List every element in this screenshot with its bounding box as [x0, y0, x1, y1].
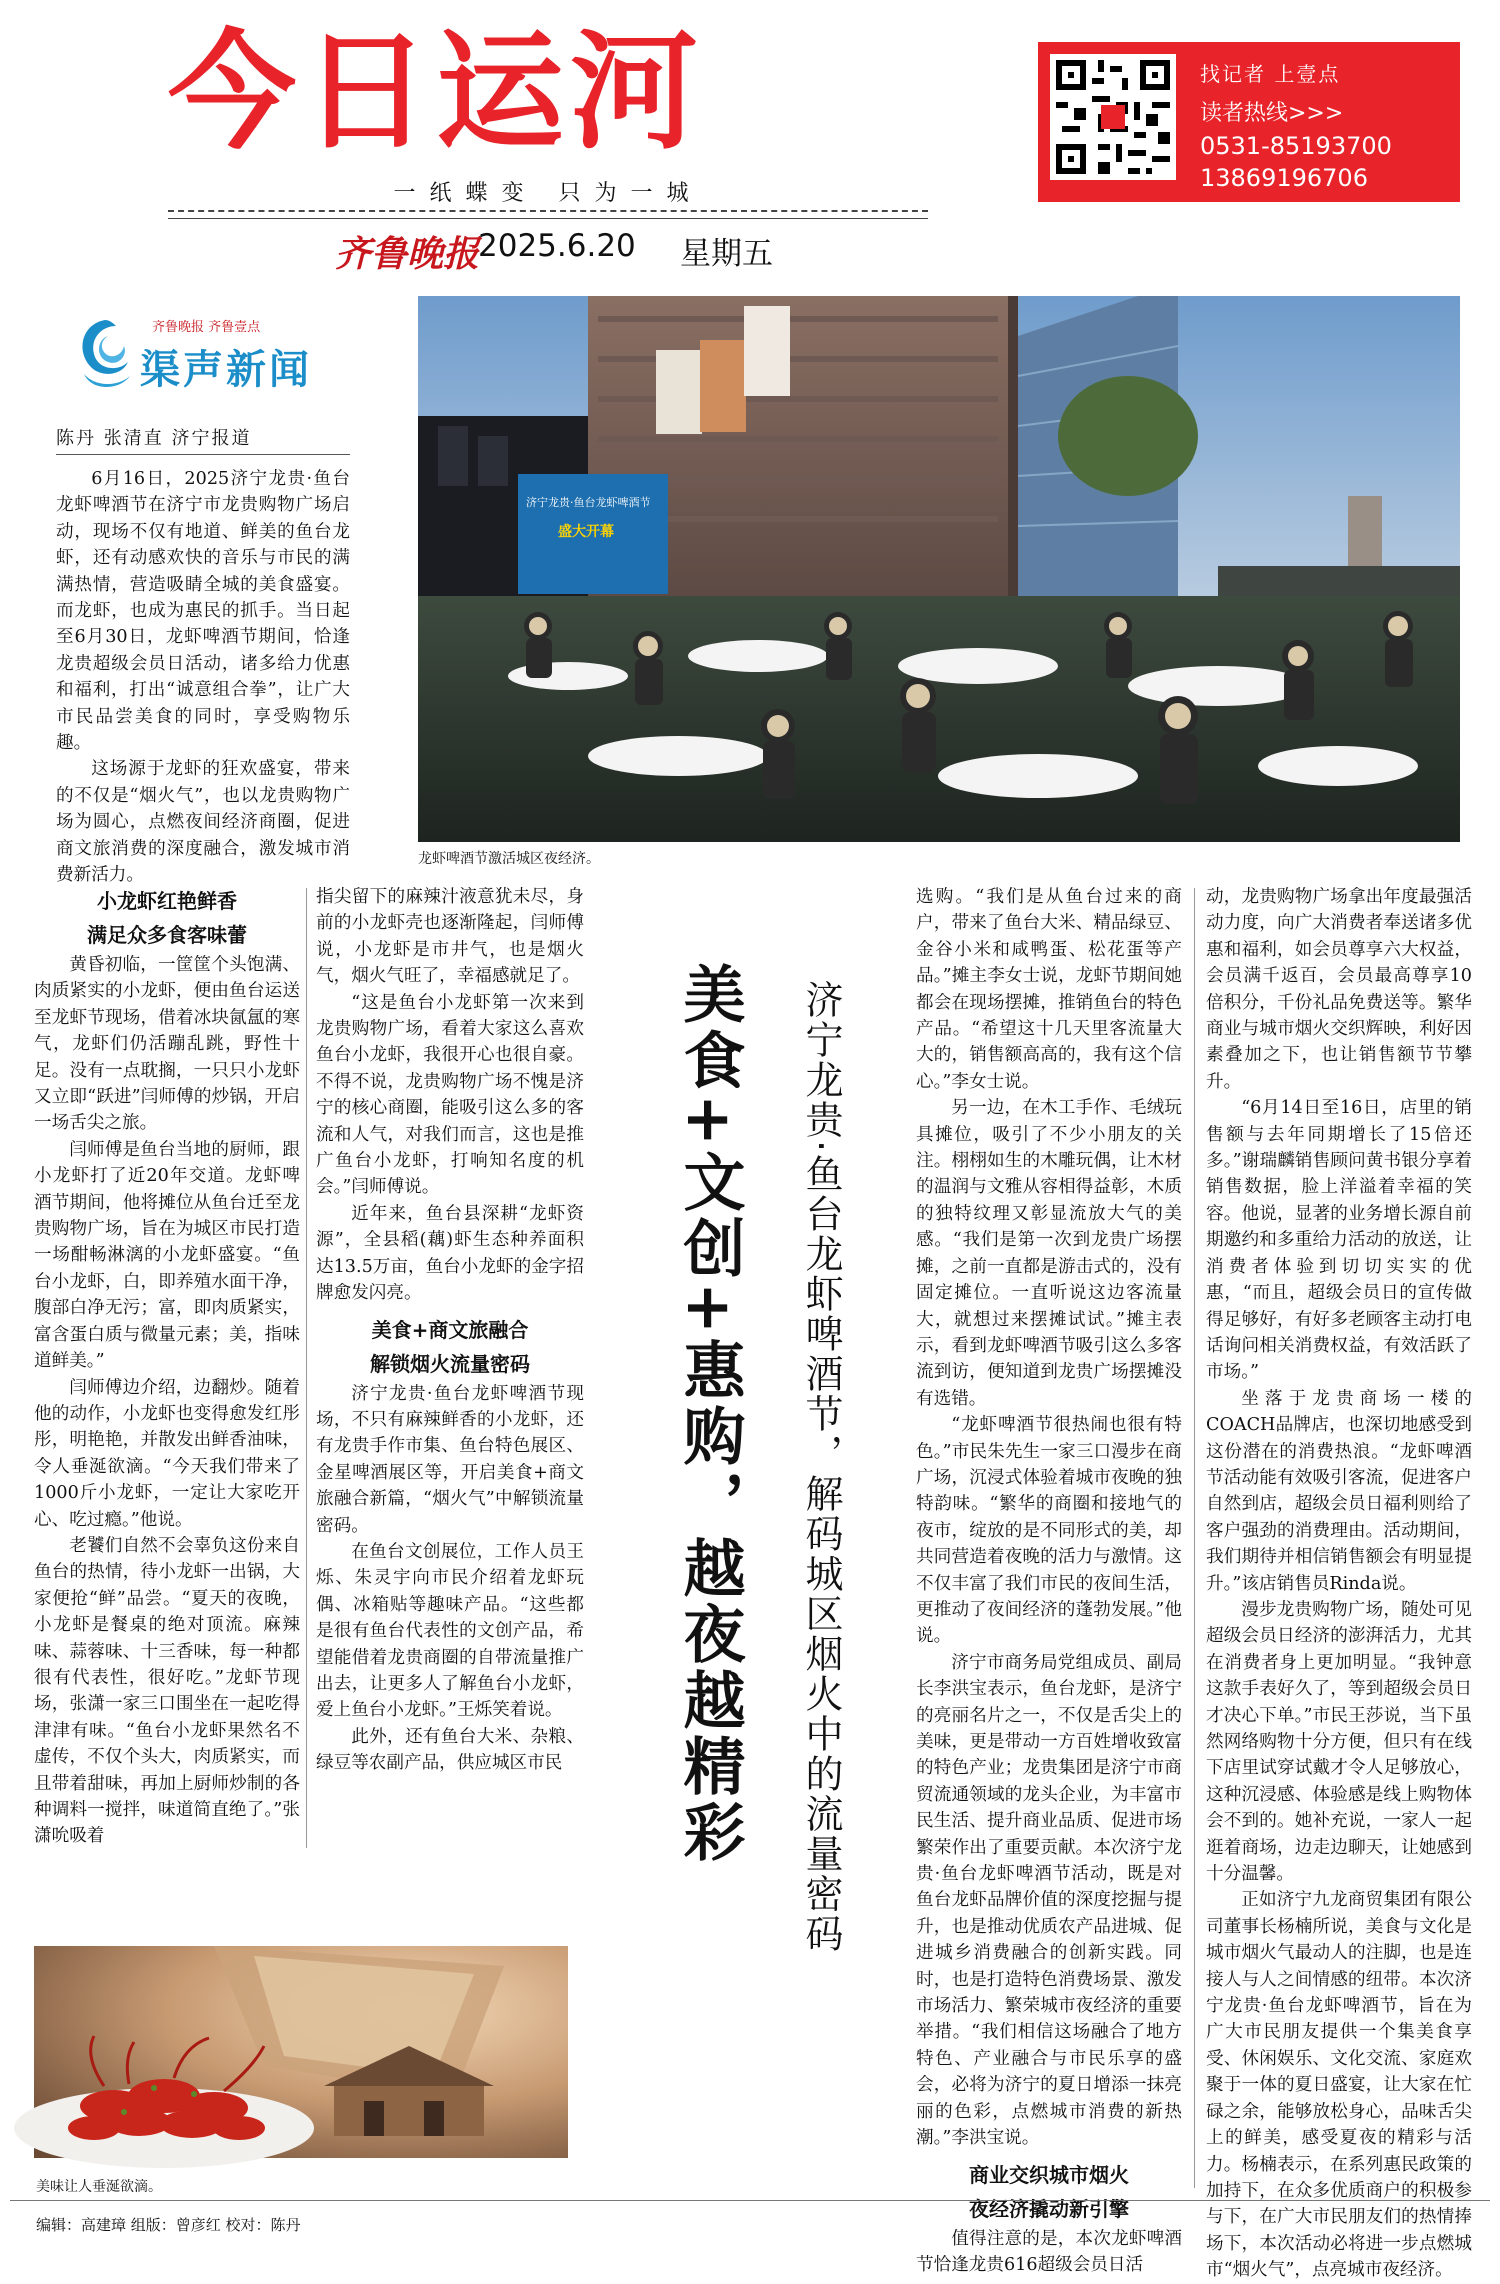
crawfish-dish-photo — [34, 1946, 568, 2158]
photo-caption: 美味让人垂涎欲滴。 — [36, 2179, 162, 2195]
hotline-tag: 找记者 上壹点 — [1200, 62, 1341, 86]
article-column — [916, 884, 1182, 2275]
byline: 陈丹 张清直 济宁报道 — [56, 428, 252, 449]
paragraph: 6月16日，2025济宁龙贵·鱼台龙虾啤酒节在济宁市龙贵购物广场启动，现场不仅有地道、鲜美的鱼台龙虾，还有动感欢快的音乐与市民的满满热情，营造吸睛全城的美食盛宴。而龙虾，也成为惠民的抓手。当日起至6月30日，龙虾啤酒节期间，恰逢龙贵超级会员日活动，诸多给力优惠和福利，打出“诚意组合拳”，让广大市民品尝美食的同时，享受购物乐趣。 — [56, 469, 350, 754]
paragraph: 动，龙贵购物广场拿出年度最强活动力度，向广大消费者奉送诸多优惠和福利，如会员尊享六大权益，会员满千返百，会员最高尊享10倍积分，千份礼品免费送等。繁华商业与城市烟火交织辉映，利好因素叠加之下，也让销售额节节攀升。 — [1206, 887, 1472, 1092]
paragraph: 黄昏初临，一筐筐个头饱满、肉质紧实的小龙虾，便由鱼台运送至龙虾节现场，借着冰块氤氲的寒气，龙虾们仍活蹦乱跳，野性十足。没有一点耽搁，一只只小龙虾又立即“跃进”闫师傅的炒锅，开启一场舌尖之旅。 — [34, 955, 300, 1134]
paragraph: “龙虾啤酒节很热闹也很有特色。”市民朱先生一家三口漫步在商广场，沉浸式体验着城市夜晚的独特韵味。“繁华的商圈和接地气的夜市，绽放的是不同形式的美，却共同营造着夜晚的活力与激情。这不仅丰富了我们市民的夜间生活，更推动了夜间经济的蓬勃发展。”他说。 — [916, 1415, 1182, 1647]
section-subhead: 满足众多食客味蕾 — [87, 923, 247, 947]
paragraph: 正如济宁九龙商贸集团有限公司董事长杨楠所说，美食与文化是城市烟火气最动人的注脚，也是连接人与人之间情感的纽带。本次济宁龙贵·鱼台龙虾啤酒节，旨在为广大市民朋友提供一个集美食享受、休闲娱乐、文化交流、家庭欢聚于一体的夏日盛宴，让大家在忙碌之余，能够放松身心，品味舌尖上的鲜美，感受夏夜的精彩与活力。杨楠表示，在系列惠民政策的加持下，在众多优质商户的积极参与下，在广大市民朋友们的热情捧场下，本次活动必将进一步点燃城市“烟火气”，点亮城市夜经济。 — [1206, 1890, 1472, 2281]
paragraph: “这是鱼台小龙虾第一次来到龙贵购物广场，看着大家这么喜欢鱼台小龙虾，我很开心也很自豪。不得不说，龙贵购物广场不愧是济宁的核心商圈，能吸引这么多的客流和人气，对我们而言，这也是推广鱼台小龙虾，打响知名度的机会。”闫师傅说。 — [316, 992, 584, 1198]
column-logo — [52, 314, 342, 394]
byline-rule — [56, 454, 350, 455]
section-subhead: 小龙虾红艳鲜香 — [97, 889, 237, 913]
stage-banner-text: 济宁龙贵·鱼台龙虾啤酒节 — [526, 496, 651, 509]
hotline-phone: 0531-85193700 — [1200, 132, 1392, 160]
paragraph: 济宁市商务局党组成员、副局长李洪宝表示，鱼台龙虾，是济宁的亮丽名片之一，不仅是舌尖上的美味，更是带动一方百姓增收致富的特色产业；龙贵集团是济宁市商贸流通领域的龙头企业，为丰富市民生活、提升商业品质、促进市场繁荣作出了重要贡献。本次济宁龙贵·鱼台龙虾啤酒节活动，既是对鱼台龙虾品牌价值的深度挖掘与提升，也是推动优质农产品进城、促进城乡消费融合的创新实践。同时，也是打造特色消费场景、激发市场活力、繁荣城市夜经济的重要举措。“我们相信这场融合了地方特色、产业融合与市民乐享的盛会，必将为济宁的夏日增添一抹亮丽的色彩，点燃城市消费的新热潮。”李洪宝说。 — [916, 1652, 1182, 2149]
issue-weekday: 星期五 — [680, 236, 773, 272]
column-divider — [306, 888, 307, 1848]
masthead-title: 今日运河 — [168, 18, 705, 167]
paragraph: 闫师傅边介绍，边翻炒。随着他的动作，小龙虾也变得愈发红彤彤，明艳艳，并散发出鲜香油味，令人垂涎欲滴。“今天我们带来了1000斤小龙虾，一定让大家吃开心、吃过瘾。”他说。 — [34, 1377, 300, 1530]
headline: 美食+文创+惠购，越夜越精彩 — [673, 962, 746, 1866]
masthead-slogan: 一纸蝶变 只为一城 — [393, 181, 703, 206]
swirl-logo-icon — [70, 314, 140, 394]
section-subhead: 商业交织城市烟火 — [969, 2162, 1129, 2187]
qr-code-icon[interactable] — [1050, 54, 1176, 180]
article-column — [316, 884, 584, 1910]
paragraph: 漫步龙贵购物广场，随处可见超级会员日经济的澎湃活力，尤其在消费者身上更加明显。“我钟意这款手表好久了，等到超级会员日才决心下单。”市民王莎说，当下虽然网络购物十分方便，但只有在线下店里试穿试戴才令人足够放心，这种沉浸感、体验感是线上购物体会不到的。她补充说，一家人一起逛着商场，边走边聊天，让她感到十分温馨。 — [1206, 1599, 1472, 1885]
photo-caption: 龙虾啤酒节激活城区夜经济。 — [418, 851, 600, 867]
article-column — [34, 884, 300, 1852]
section-subhead: 夜经济撬动新引擎 — [969, 2196, 1129, 2221]
column-logo-name: 渠声新闻 — [140, 347, 312, 393]
paragraph: 此外，还有鱼台大米、杂粮、绿豆等农副产品，供应城区市民 — [316, 1726, 584, 1774]
masthead-rule — [168, 210, 928, 212]
issue-date: 2025.6.20 — [478, 228, 636, 264]
stage-banner-text: 盛大开幕 — [558, 524, 614, 540]
article-column — [1206, 884, 1472, 2281]
subheadline: 济宁龙贵·鱼台龙虾啤酒节，解码城区烟火中的流量密码 — [799, 980, 843, 1955]
paragraph: 闫师傅是鱼台当地的厨师，跟小龙虾打了近20年交道。龙虾啤酒节期间，他将摊位从鱼台迁至龙贵购物广场，旨在为城区市民打造一场酣畅淋漓的小龙虾盛宴。“鱼台小龙虾，白，即养殖水面干净，腹部白净无污；富，即肉质紧实，富含蛋白质与微量元素；美，指味道鲜美。” — [34, 1139, 300, 1372]
paragraph: 济宁龙贵·鱼台龙虾啤酒节现场，不只有麻辣鲜香的小龙虾，还有龙贵手作市集、鱼台特色展区、金星啤酒展区等，开启美食+商文旅融合新篇，“烟火气”中解锁流量密码。 — [316, 1383, 584, 1536]
footer-rule — [10, 2200, 1490, 2201]
paragraph: 在鱼台文创展位，工作人员王烁、朱灵宇向市民介绍着龙虾玩偶、冰箱贴等趣味产品。“这些都是很有鱼台代表性的文创产品，希望能借着龙贵商圈的自带流量推广出去，让更多人了解鱼台小龙虾，爱上鱼台小龙虾。”王烁笑着说。 — [316, 1541, 584, 1721]
footer-credits: 编辑：高建璋 组版：曾彦红 校对：陈丹 — [36, 2216, 301, 2234]
masthead-rule — [168, 218, 928, 219]
lede-text — [56, 466, 350, 886]
column-divider — [1194, 888, 1195, 2188]
paragraph: 另一边，在木工手作、毛绒玩具摊位，吸引了不少小朋友的关注。栩栩如生的木雕玩偶，让木材的温润与文雅从容相得益彰，木质的独特纹理又彰显流放大气的美感。“我们是第一次到龙贵广场摆摊，之前一直都是游击式的，没有固定摊位。一直听说这边客流量大，就想过来摆摊试试。”摊主表示，看到龙虾啤酒节吸引这么多客流到访，便知道到龙贵广场摆摊没有选错。 — [916, 1098, 1182, 1409]
section-subhead: 解锁烟火流量密码 — [370, 1351, 530, 1376]
paragraph: “6月14日至16日，店里的销售额与去年同期增长了15倍还多。”谢瑞麟销售顾问黄书银分享着销售数据，脸上洋溢着幸福的笑容。他说，显著的业务增长源自前期邀约和多重给力活动的放送，让消费者体验到切切实实的优惠，“而且，超级会员日的宣传做得足够好，有好多老顾客主动打电话询问相关消费权益，有效活跃了市场。” — [1206, 1098, 1472, 1383]
paragraph: 选购。“我们是从鱼台过来的商户，带来了鱼台大米、精品绿豆、金谷小米和咸鸭蛋、松花蛋等产品。”摊主李女士说，龙虾节期间她都会在现场摆摊，推销鱼台的特色产品。“希望这十几天里客流量大大的，销售额高高的，我有这个信心。”李女士说。 — [916, 887, 1182, 1092]
paragraph: 近年来，鱼台县深耕“龙虾资源”，全县稻(藕)虾生态种养面积达13.5万亩，鱼台小龙虾的金字招牌愈发闪亮。 — [316, 1203, 584, 1304]
column-logo-publisher: 齐鲁晚报 齐鲁壹点 — [152, 320, 261, 335]
paragraph: 坐落于龙贵商场一楼的COACH品牌店，也深切地感受到这份潜在的消费热浪。“龙虾啤酒节活动能有效吸引客流，促进客户自然到店，超级会员日福利则给了客户强劲的消费理由。活动期间，我们期待并相信销售额会有明显提升。”该店销售员Rinda说。 — [1206, 1388, 1472, 1594]
hotline-title: 读者热线>>> — [1200, 101, 1344, 126]
paragraph: 老饕们自然不会辜负这份来自鱼台的热情，待小龙虾一出锅，大家便抢“鲜”品尝。“夏天的夜晚，小龙虾是餐桌的绝对顶流。麻辣味、蒜蓉味、十三香味，每一种都很有代表性，很好吃。”龙虾节现场，张潇一家三口围坐在一起吃得津津有味。“鱼台小龙虾果然名不虚传，不仅个头大，肉质紧实，而且带着甜味，再加上厨师炒制的各种调料一搅拌，味道简直绝了。”张潇吮吸着 — [34, 1535, 300, 1847]
paragraph: 指尖留下的麻辣汁液意犹未尽，身前的小龙虾壳也逐渐隆起，闫师傅说，小龙虾是市井气，也是烟火气，烟火气旺了，幸福感就足了。 — [316, 887, 584, 987]
paragraph: 值得注意的是，本次龙虾啤酒节恰逢龙贵616超级会员日活 — [916, 2228, 1182, 2275]
newspaper-brand: 齐鲁晚报 — [335, 233, 480, 275]
section-subhead: 美食+商文旅融合 — [371, 1317, 529, 1342]
crawfish-festival-photo — [418, 296, 1460, 842]
paragraph: 这场源于龙虾的狂欢盛宴，带来的不仅是“烟火气”，也以龙贵购物广场为圆心，点燃夜间经济商圈，促进商文旅消费的深度融合，激发城市消费新活力。 — [56, 759, 350, 886]
hotline-phone: 13869196706 — [1200, 164, 1368, 192]
